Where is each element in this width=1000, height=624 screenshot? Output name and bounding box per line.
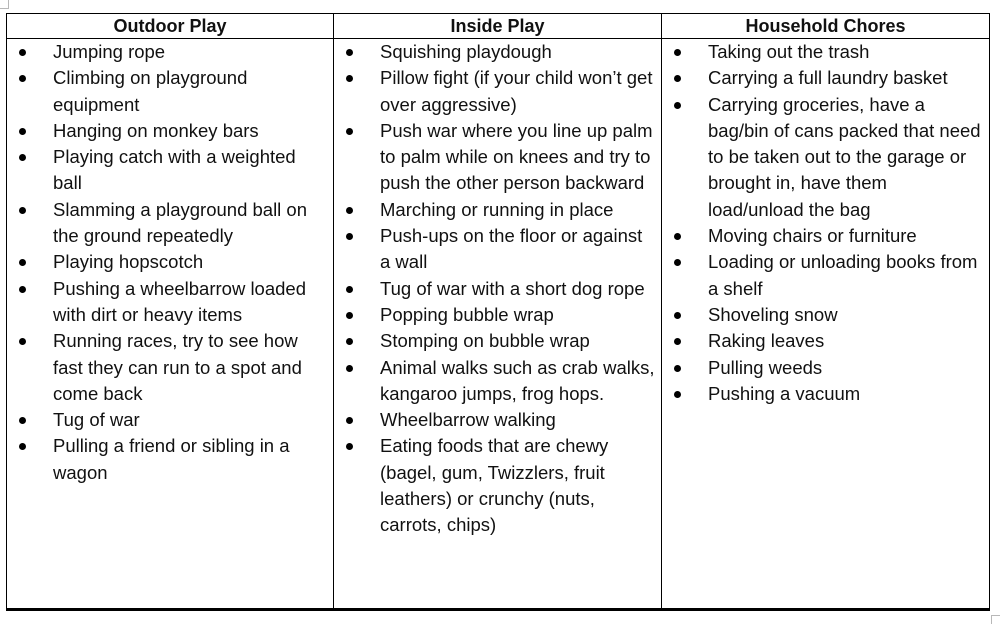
activity-table [6,13,990,611]
column-header-household-chores: Household Chores [662,14,990,39]
list-item: Moving chairs or furniture [662,223,989,249]
list-item: Carrying groceries, have a bag/bin of cans packed that need to be taken out to the garage or brought in, have them load/unload the bag [662,92,989,223]
list-item: Squishing playdough [334,39,661,65]
list-item: Marching or running in place [334,197,661,223]
list-item: Pulling weeds [662,355,989,381]
list-item: Pushing a vacuum [662,381,989,407]
list-item: Shoveling snow [662,302,989,328]
column-header-outdoor-play: Outdoor Play [7,14,334,39]
list-item: Carrying a full laundry basket [662,65,989,91]
table-body-row [7,39,990,610]
list-item: Jumping rope [7,39,333,65]
page-corner-mark-bottom-right [991,615,1000,624]
inside-play-cell [334,39,662,610]
list-item: Playing hopscotch [7,249,333,275]
table-header-row [7,14,990,39]
list-item: Pillow fight (if your child won’t get over aggressive) [334,65,661,118]
list-item: Tug of war with a short dog rope [334,276,661,302]
household-chores-list [662,39,989,407]
household-chores-cell [662,39,990,610]
list-item: Pushing a wheelbarrow loaded with dirt or heavy items [7,276,333,329]
list-item: Playing catch with a weighted ball [7,144,333,197]
list-item: Tug of war [7,407,333,433]
inside-play-list [334,39,661,539]
outdoor-play-cell [7,39,334,610]
list-item: Animal walks such as crab walks, kangaroo jumps, frog hops. [334,355,661,408]
list-item: Popping bubble wrap [334,302,661,328]
list-item: Pulling a friend or sibling in a wagon [7,433,333,486]
list-item: Stomping on bubble wrap [334,328,661,354]
list-item: Wheelbarrow walking [334,407,661,433]
list-item: Eating foods that are chewy (bagel, gum, Twizzlers, fruit leathers) or crunchy (nuts, carrots, chips) [334,433,661,538]
list-item: Running races, try to see how fast they can run to a spot and come back [7,328,333,407]
list-item: Climbing on playground equipment [7,65,333,118]
page-corner-mark-top-left [0,0,9,9]
activity-table-container [6,13,989,611]
outdoor-play-list [7,39,333,486]
list-item: Push war where you line up palm to palm while on knees and try to push the other person backward [334,118,661,197]
list-item: Push-ups on the floor or against a wall [334,223,661,276]
list-item: Raking leaves [662,328,989,354]
list-item: Slamming a playground ball on the ground repeatedly [7,197,333,250]
column-header-inside-play: Inside Play [334,14,662,39]
list-item: Taking out the trash [662,39,989,65]
list-item: Loading or unloading books from a shelf [662,249,989,302]
list-item: Hanging on monkey bars [7,118,333,144]
